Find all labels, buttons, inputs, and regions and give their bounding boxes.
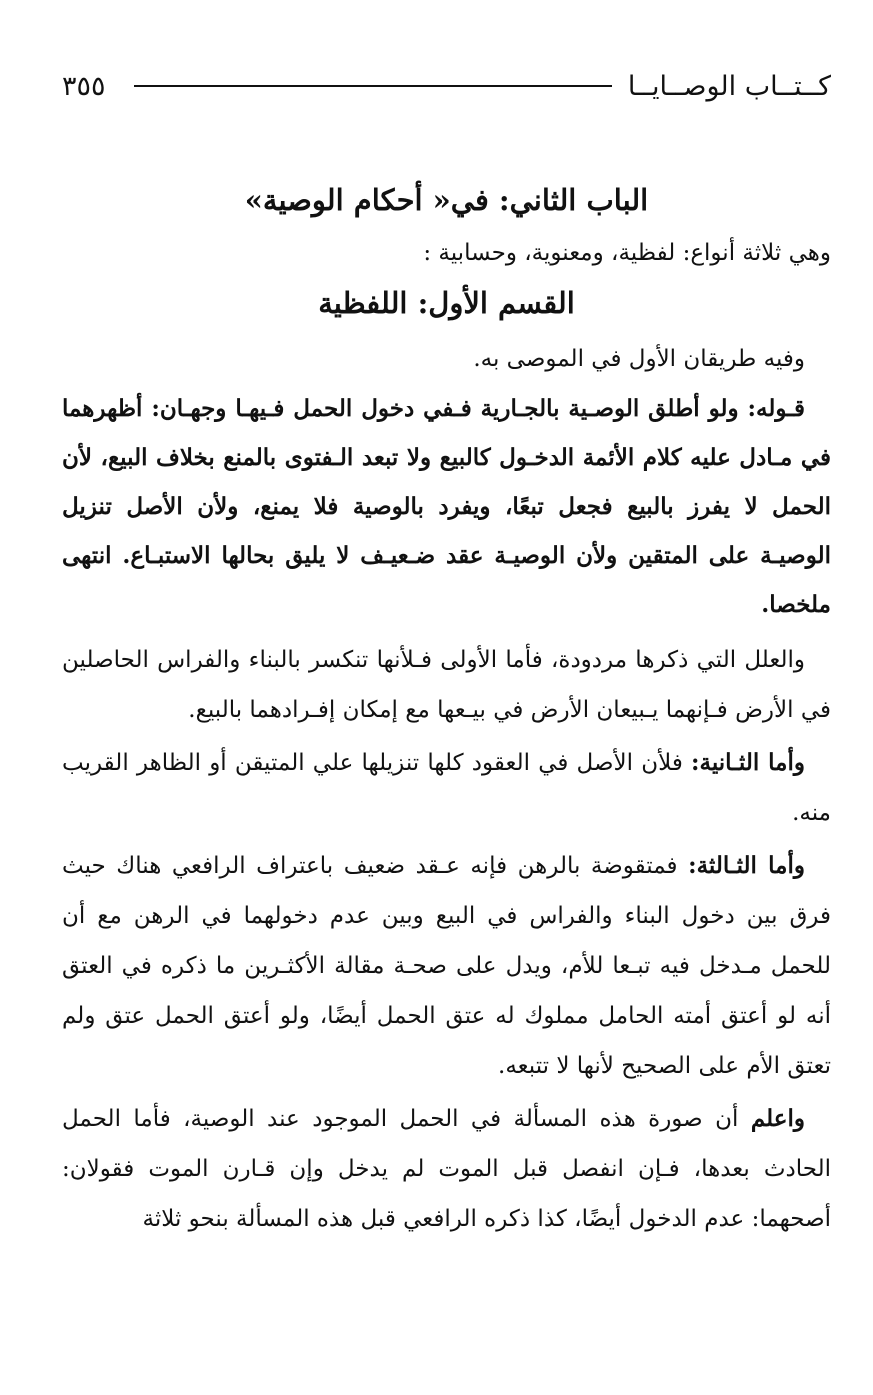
- paragraph-4-text: فمتقوضة بالرهن فإنه عـقد ضعيف باعتراف الرافعي هناك حيث فرق بين دخول البناء والفراس في البيع وبين عدم دخولهما في الرهن مع أن للحمل مـدخل فيه تبـعا للأم، ويدل على صحـة مقالة الأكثـرين ما ذكره في العتق أنه لو أعتق أمته الحامل مملوك له عتق الحمل أيضًا، ولو أعتق الحمل عتق ولم تعتق الأم على الصحيح لأنها لا تتبعه.: [62, 853, 831, 1079]
- section-title: القسم الأول: اللفظية: [318, 286, 575, 320]
- header-rule: [134, 85, 612, 87]
- paragraph-1: وفيه طريقان الأول في الموصى به.: [473, 346, 805, 372]
- paragraph-3: [62, 738, 831, 838]
- quoted-passage: [62, 384, 831, 629]
- paragraph-4: [62, 841, 831, 1091]
- paragraph-5: [62, 1094, 831, 1244]
- book-title: كــتــاب الوصــايــا: [627, 70, 831, 102]
- paragraph-4-lead: وأما الثـالثة:: [688, 852, 806, 879]
- running-header: [62, 66, 831, 106]
- page-body: [62, 178, 831, 1247]
- intro-line: وهي ثلاثة أنواع: لفظية، ومعنوية، وحسابية :: [423, 240, 831, 266]
- paragraph-3-text: فلأن الأصل في العقود كلها تنزيلها علي المتيقن أو الظاهر القريب منه.: [62, 750, 831, 826]
- quote-text: ولو أطلق الوصـية بالجـارية فـفي دخول الحمل فـيهـا وجهـان: أظهرهما في مـادل عليه كلام الأئمة الدخـول كالبيع ولا تبعد الـفتوى بالمنع بخلاف البيع، لأن الحمل لا يفرز بالبيع فجعل تبعًا، ويفرد بالوصية فلا يمنع، ولأن الأصل تنزيل الوصيـة على المتقين ولأن الوصيـة عقد ضـعيـف لا يليق بحالها الاستبـاع. انتهى ملخصا.: [62, 395, 831, 618]
- paragraph-3-lead: وأما الثـانية:: [691, 749, 805, 776]
- quote-lead: قـوله:: [747, 395, 805, 422]
- page-number: ٣٥٥: [62, 70, 106, 102]
- paragraph-2: والعلل التي ذكرها مردودة، فأما الأولى فـلأنها تنكسر بالبناء والفراس الحاصلين في الأرض فـإنهما يـبيعان الأرض في بيـعها مع إمكان إفـرادهما بالبيع.: [62, 647, 831, 723]
- paragraph-5-text: أن صورة هذه المسألة في الحمل الموجود عند الوصية، فأما الحمل الحادث بعدها، فـإن انفصل قبل الموت لم يدخل وإن قـارن الموت فقولان: أصحهما: عدم الدخول أيضًا، كذا ذكره الرافعي قبل هذه المسألة بنحو ثلاثة: [62, 1106, 831, 1232]
- chapter-title: الباب الثاني: في« أحكام الوصية»: [244, 183, 649, 217]
- paragraph-5-lead: واعلم: [750, 1105, 805, 1132]
